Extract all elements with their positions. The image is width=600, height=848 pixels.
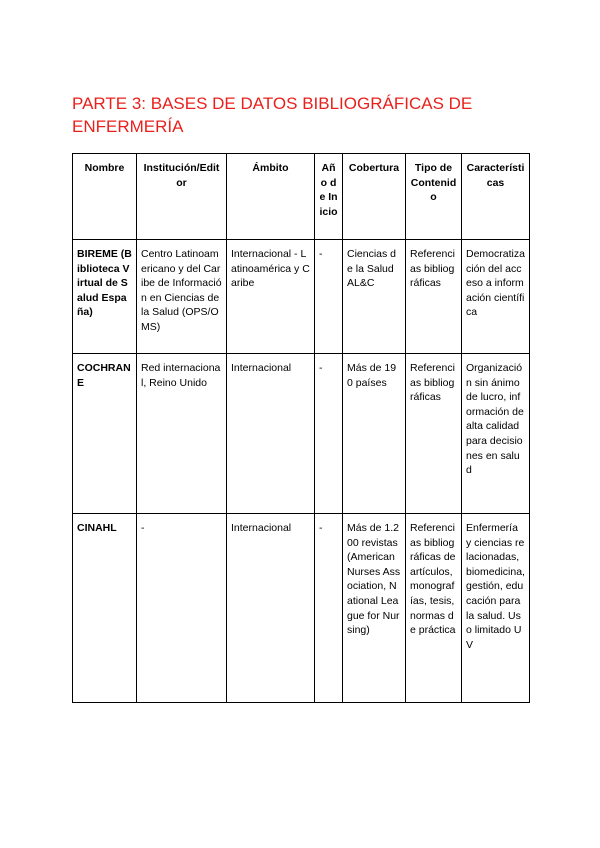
header-institucion: Institución/Editor xyxy=(137,154,227,240)
table-row xyxy=(73,354,530,514)
cell-nombre: BIREME (Biblioteca Virtual de Salud España) xyxy=(73,240,137,354)
cell-ambito: Internacional xyxy=(227,514,315,703)
page-title: PARTE 3: BASES DE DATOS BIBLIOGRÁFICAS DE ENFERMERÍA xyxy=(72,94,473,136)
header-ano-inicio: Año de Inicio xyxy=(315,154,343,240)
table-header-row xyxy=(73,154,530,240)
cell-cobertura: Más de 190 países xyxy=(343,354,406,514)
cell-institucion: - xyxy=(137,514,227,703)
cell-caracteristicas: Organización sin ánimo de lucro, información de alta calidad para decisiones en salud xyxy=(462,354,530,514)
cell-tipo-contenido: Referencias bibliográficas xyxy=(406,354,462,514)
header-tipo-contenido: Tipo de Contenido xyxy=(406,154,462,240)
cell-ano-inicio: - xyxy=(315,354,343,514)
table-row xyxy=(73,240,530,354)
cell-ano-inicio: - xyxy=(315,240,343,354)
cell-ano-inicio: - xyxy=(315,514,343,703)
cell-institucion: Red internacional, Reino Unido xyxy=(137,354,227,514)
cell-tipo-contenido: Referencias bibliográficas xyxy=(406,240,462,354)
cell-ambito: Internacional xyxy=(227,354,315,514)
cell-nombre: CINAHL xyxy=(73,514,137,703)
table-row xyxy=(73,514,530,703)
cell-caracteristicas: Democratización del acceso a información científica xyxy=(462,240,530,354)
cell-cobertura: Más de 1.200 revistas (American Nurses Association, National League for Nursing) xyxy=(343,514,406,703)
header-ambito: Ámbito xyxy=(227,154,315,240)
header-nombre: Nombre xyxy=(73,154,137,240)
cell-ambito: Internacional - Latinoamérica y Caribe xyxy=(227,240,315,354)
cell-nombre: COCHRANE xyxy=(73,354,137,514)
cell-institucion: Centro Latinoamericano y del Caribe de Información en Ciencias de la Salud (OPS/OMS) xyxy=(137,240,227,354)
header-caracteristicas: Características xyxy=(462,154,530,240)
databases-table xyxy=(72,153,530,703)
cell-tipo-contenido: Referencias bibliográficas de artículos, monografías, tesis, normas de práctica xyxy=(406,514,462,703)
cell-cobertura: Ciencias de la Salud AL&C xyxy=(343,240,406,354)
cell-caracteristicas: Enfermería y ciencias relacionadas, biomedicina, gestión, educación para la salud. Uso limitado UV xyxy=(462,514,530,703)
header-cobertura: Cobertura xyxy=(343,154,406,240)
